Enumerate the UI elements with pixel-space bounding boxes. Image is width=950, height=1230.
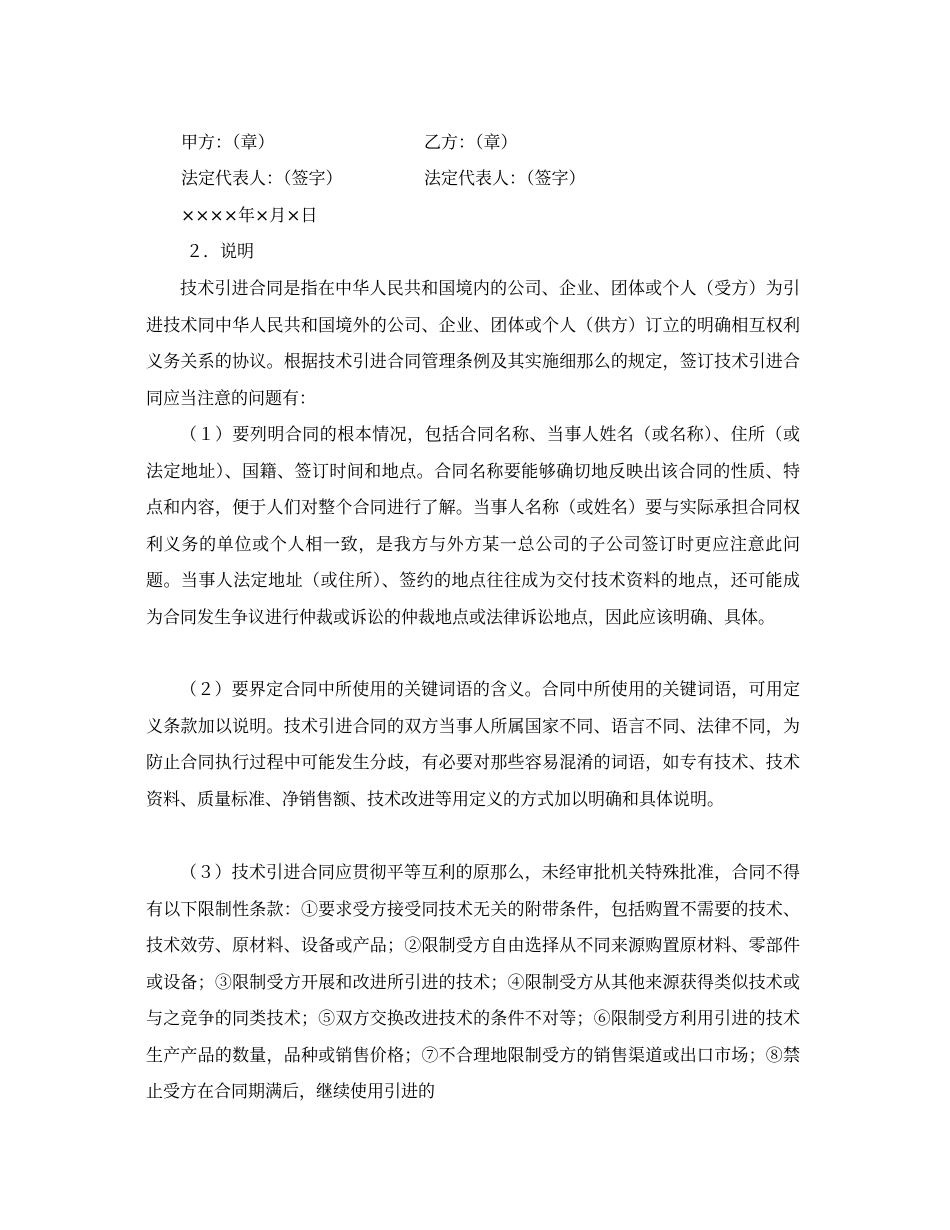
- paragraph-item-3: （３）技术引进合同应贯彻平等互利的原那么，未经审批机关特殊批准，合同不得有以下限制性条款：①要求受方接受同技术无关的附带条件，包括购置不需要的技术、技术效劳、原材料、设备或产品；②限制受方自由选择从不同来源购置原材料、零部件或设备；③限制受方开展和改进所引进的技术；④限制受方从其他来源获得类似技术或与之竞争的同类技术；⑤双方交换改进技术的条件不对等；⑥限制受方利用引进的技术生产产品的数量，品种或销售价格；⑦不合理地限制受方的销售渠道或出口市场；⑧禁止受方在合同期满后，继续使用引进的: [146, 863, 800, 1102]
- section-heading: ２．说明: [186, 242, 254, 262]
- party-b-seal: 乙方：（章）: [424, 133, 518, 153]
- signature-row-representative: [181, 168, 586, 190]
- party-a-representative: 法定代表人：（签字）: [181, 169, 343, 189]
- party-a-seal: 甲方：（章）: [181, 133, 275, 153]
- party-b-representative: 法定代表人：（签字）: [424, 169, 586, 189]
- signature-row-seal: [181, 132, 518, 154]
- paragraph-item-2: （２）要界定合同中所使用的关键词语的含义。合同中所使用的关键词语，可用定义条款加以说明。技术引进合同的双方当事人所属国家不同、语言不同、法律不同，为防止合同执行过程中可能发生分歧，有必要对那些容易混淆的词语，如专有技术、技术资料、质量标准、净销售额、技术改进等用定义的方式加以明确和具体说明。: [146, 680, 800, 810]
- paragraph-intro: 技术引进合同是指在中华人民共和国境内的公司、企业、团体或个人（受方）为引进技术同中华人民共和国境外的公司、企业、团体或个人（供方）订立的明确相互权利义务关系的协议。根据技术引进合同管理条例及其实施细那么的规定，签订技术引进合同应当注意的问题有：: [146, 279, 800, 409]
- paragraph-item-1: （１）要列明合同的根本情况，包括合同名称、当事人姓名（或名称）、住所（或法定地址）、国籍、签订时间和地点。合同名称要能够确切地反映出该合同的性质、特点和内容，便于人们对整个合同进行了解。当事人名称（或姓名）要与实际承担合同权利义务的单位或个人相一致，是我方与外方某一总公司的子公司签订时更应注意此问题。当事人法定地址（或住所）、签约的地点往往成为交付技术资料的地点，还可能成为合同发生争议进行仲裁或诉讼的仲裁地点或法律诉讼地点，因此应该明确、具体。: [146, 425, 800, 628]
- signature-date: ××××年×月×日: [181, 206, 318, 226]
